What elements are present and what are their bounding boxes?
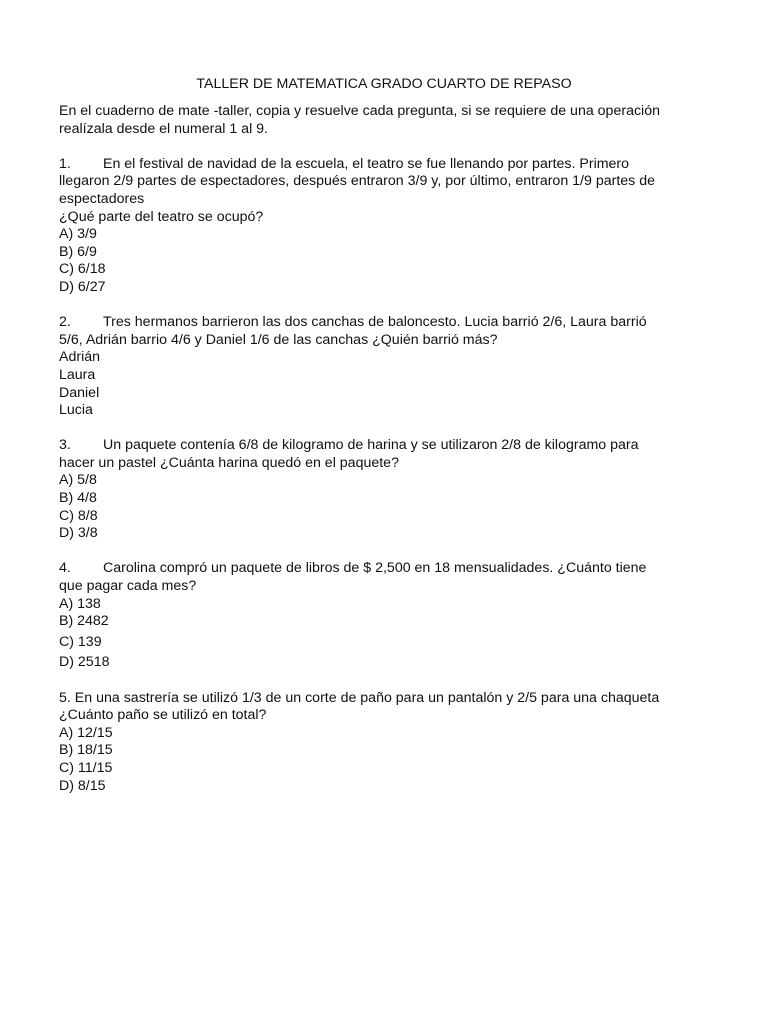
question-number: 4. xyxy=(59,560,71,577)
question-first-line xyxy=(59,690,719,708)
answer-option: A) 5/8 xyxy=(59,472,97,489)
question-text: hacer un pastel ¿Cuánta harina quedó en el paquete? xyxy=(59,454,399,471)
question-first-line xyxy=(59,314,719,332)
answer-option: A) 3/9 xyxy=(59,226,97,243)
question-2 xyxy=(59,314,719,420)
answer-option: C) 11/15 xyxy=(59,759,113,776)
answer-option: A) 138 xyxy=(59,595,101,612)
question-first-line xyxy=(59,156,719,174)
document-title: TALLER DE MATEMATICA GRADO CUARTO DE REPASO xyxy=(196,76,572,92)
question-text: ¿Cuánto paño se utilizó en total? xyxy=(59,707,267,724)
intro-line: realízala desde el numeral 1 al 9. xyxy=(59,120,268,137)
answer-option: D) 3/8 xyxy=(59,525,98,542)
question-text: Tres hermanos barrieron las dos canchas de baloncesto. Lucia barrió 2/6, Laura barrió xyxy=(103,314,647,331)
question-text: Carolina compró un paquete de libros de $ 2,500 en 18 mensualidades. ¿Cuánto tiene xyxy=(103,560,647,577)
answer-option: D) 8/15 xyxy=(59,777,106,794)
question-number: 5. xyxy=(59,689,71,706)
question-4 xyxy=(59,560,719,672)
answer-option: B) 4/8 xyxy=(59,490,97,507)
question-text: 5/6, Adrián barrio 4/6 y Daniel 1/6 de las canchas ¿Quién barrió más? xyxy=(59,331,498,348)
question-number: 2. xyxy=(59,314,71,331)
answer-option: Laura xyxy=(59,366,96,383)
question-text: ¿Qué parte del teatro se ocupó? xyxy=(59,208,264,225)
question-3 xyxy=(59,437,719,543)
answer-option: Lucia xyxy=(59,402,93,419)
question-text: espectadores xyxy=(59,190,145,207)
answer-option: C) 139 xyxy=(59,633,102,650)
intro-line: En el cuaderno de mate -taller, copia y resuelve cada pregunta, si se requiere de una operación xyxy=(59,103,660,119)
answer-option: C) 6/18 xyxy=(59,261,106,278)
document-body xyxy=(59,103,719,795)
question-first-line xyxy=(59,437,719,455)
question-text: Un paquete contenía 6/8 de kilogramo de harina y se utilizaron 2/8 de kilogramo para xyxy=(103,437,639,454)
question-text: que pagar cada mes? xyxy=(59,578,197,595)
question-5 xyxy=(59,690,719,796)
answer-option: B) 6/9 xyxy=(59,243,97,260)
answer-option: C) 8/8 xyxy=(59,507,98,524)
question-first-line xyxy=(59,560,719,578)
answer-option: D) 6/27 xyxy=(59,278,106,295)
question-text: En el festival de navidad de la escuela, el teatro se fue llenando por partes. Primero xyxy=(103,155,630,172)
answer-option: D) 2518 xyxy=(59,654,110,671)
answer-option: Adrián xyxy=(59,349,101,366)
answer-option: A) 12/15 xyxy=(59,724,113,741)
answer-option: B) 2482 xyxy=(59,613,109,630)
question-1 xyxy=(59,156,719,297)
question-text: En una sastrería se utilizó 1/3 de un corte de paño para un pantalón y 2/5 para una chaqueta xyxy=(74,689,660,706)
answer-option: Daniel xyxy=(59,384,100,401)
intro-paragraph xyxy=(59,103,719,138)
question-number: 3. xyxy=(59,437,71,454)
answer-option: B) 18/15 xyxy=(59,742,113,759)
question-text: llegaron 2/9 partes de espectadores, después entraron 3/9 y, por último, entraron 1/9 partes de xyxy=(59,173,655,190)
question-number: 1. xyxy=(59,155,71,172)
